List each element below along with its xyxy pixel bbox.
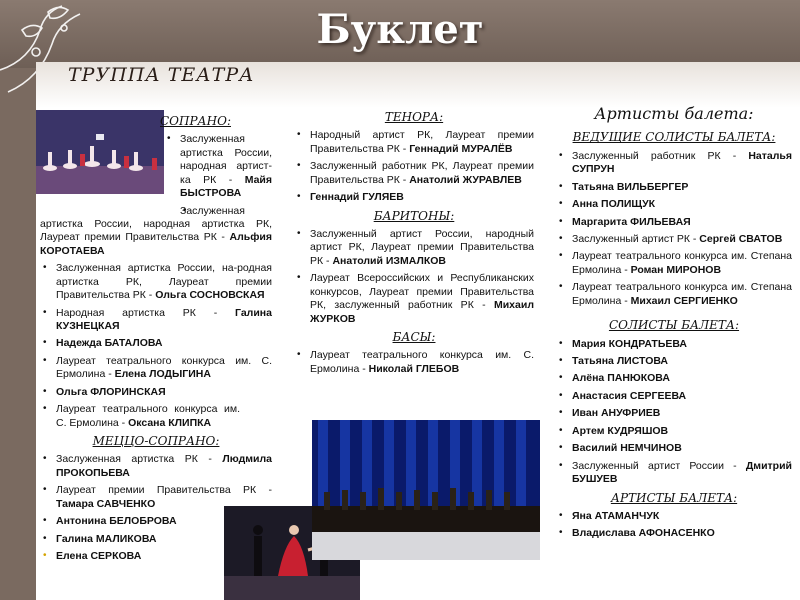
orchestra-stage-photo — [312, 420, 540, 560]
soprano-list — [40, 133, 272, 430]
list-item: • Анна ПОЛИЩУК — [556, 198, 792, 211]
list-item: • Лауреат театрального конкурса им. Степана Ермолина - Михаил СЕРГИЕНКО — [556, 281, 792, 308]
list-item: • Заслуженный артист России - Дмитрий БУШУЕВ — [556, 460, 792, 487]
section-heading-leading-soloists: ВЕДУЩИЕ СОЛИСТЫ БАЛЕТА: — [572, 130, 776, 145]
list-item: • Народный артист РК, Лауреат премии Правительства РК - Геннадий МУРАЛЁВ — [294, 129, 534, 156]
list-item: • Ольга ФЛОРИНСКАЯ — [40, 386, 272, 399]
list-item: • Татьяна ВИЛЬБЕРГЕР — [556, 181, 792, 194]
page-title: Буклет — [316, 6, 484, 53]
list-item: • Заслуженная артистка России, на-родная артистка РК, Лауреат премии Правительства РК - Ольга СОСНОВСКАЯ — [40, 262, 272, 302]
bass-list — [294, 349, 534, 376]
list-item: • Заслуженный работник РК - Наталья СУПРУН — [556, 150, 792, 177]
column-opera-male — [294, 108, 534, 380]
list-item: • Лауреат театрального конкурса им. Степана Ермолина - Роман МИРОНОВ — [556, 250, 792, 277]
list-item: • Татьяна ЛИСТОВА — [556, 355, 792, 368]
section-heading-soloists: СОЛИСТЫ БАЛЕТА: — [608, 318, 740, 333]
ballet-heading: Артисты балета: — [594, 104, 754, 123]
list-item: • Заслуженная артистка РК - Людмила ПРОКОПЬЕВА — [40, 453, 272, 480]
list-item: • Анастасия СЕРГЕЕВА — [556, 390, 792, 403]
list-item: • Иван АНУФРИЕВ — [556, 407, 792, 420]
list-item: • Надежда БАТАЛОВА — [40, 337, 272, 350]
list-item: • Лауреат театрального конкурса им. С. Ермолина - Оксана КЛИПКА — [40, 403, 240, 430]
section-heading-ballet-artists: АРТИСТЫ БАЛЕТА: — [610, 490, 738, 505]
list-item: • Лауреат театрального конкурса им. С. Ермолина - Елена ЛОДЫГИНА — [40, 355, 272, 382]
section-heading-mezzo: МЕЦЦО-СОПРАНО: — [92, 434, 220, 449]
list-item: • Артем КУДРЯШОВ — [556, 425, 792, 438]
list-item: • Мария КОНДРАТЬЕВА — [556, 338, 792, 351]
leading-soloists-list — [556, 150, 792, 308]
list-item: • Антонина БЕЛОБРОВА — [40, 515, 272, 528]
column-ballet — [556, 104, 792, 545]
tenor-list — [294, 129, 534, 204]
troupe-title: ТРУППА ТЕАТРА — [68, 64, 255, 86]
list-item: • Заслуженная артистка России, народная артист-ка РК - Майя БЫСТРОВА — [164, 133, 272, 200]
list-item: • Елена СЕРКОВА — [40, 550, 272, 563]
list-item: • Яна АТАМАНЧУК — [556, 510, 792, 523]
list-item: • Лауреат премии Правительства РК - Тамара САВЧЕНКО — [40, 484, 272, 511]
list-item: • Галина МАЛИКОВА — [40, 533, 272, 546]
section-heading-soprano: СОПРАНО: — [160, 114, 231, 128]
list-item: • Заслуженный работник РК, Лауреат премии Правительства РК - Анатолий ЖУРАВЛЕВ — [294, 160, 534, 187]
list-item: • Алёна ПАНЮКОВА — [556, 372, 792, 385]
list-item: • Василий НЕМЧИНОВ — [556, 442, 792, 455]
list-item: • Заслуженный артист РК - Сергей СВАТОВ — [556, 233, 792, 246]
list-item: • Народная артистка РК - Галина КУЗНЕЦКАЯ — [40, 307, 272, 334]
list-item: • Геннадий ГУЛЯЕВ — [294, 191, 534, 204]
section-heading-baritone: БАРИТОНЫ: — [373, 208, 455, 223]
baritone-list — [294, 228, 534, 326]
column-opera-female — [40, 112, 272, 568]
soloists-list — [556, 338, 792, 487]
list-item: • Лауреат театрального конкурса им. С. Ермолина - Николай ГЛЕБОВ — [294, 349, 534, 376]
list-item: • Заслуженная артистка России, народная артистка РК, Лауреат премии Правительства РК - Альфия КОРОТАЕВА — [40, 205, 272, 259]
list-item: • Владислава АФОНАСЕНКО — [556, 527, 792, 540]
list-item: • Заслуженный артист России, народный артист РК, Лауреат премии Правительства РК - Анатолий ИЗМАЛКОВ — [294, 228, 534, 268]
section-heading-bass: БАСЫ: — [392, 329, 436, 344]
ballet-artists-list — [556, 510, 792, 541]
list-item: • Маргарита ФИЛЬЕВАЯ — [556, 216, 792, 229]
section-heading-tenor: ТЕНОРА: — [384, 110, 444, 124]
list-item: • Лауреат Всероссийских и Республиканских конкурсов, Лауреат премии Правительства РК, заслуженный работник РК - Михаил ЖУРКОВ — [294, 272, 534, 326]
